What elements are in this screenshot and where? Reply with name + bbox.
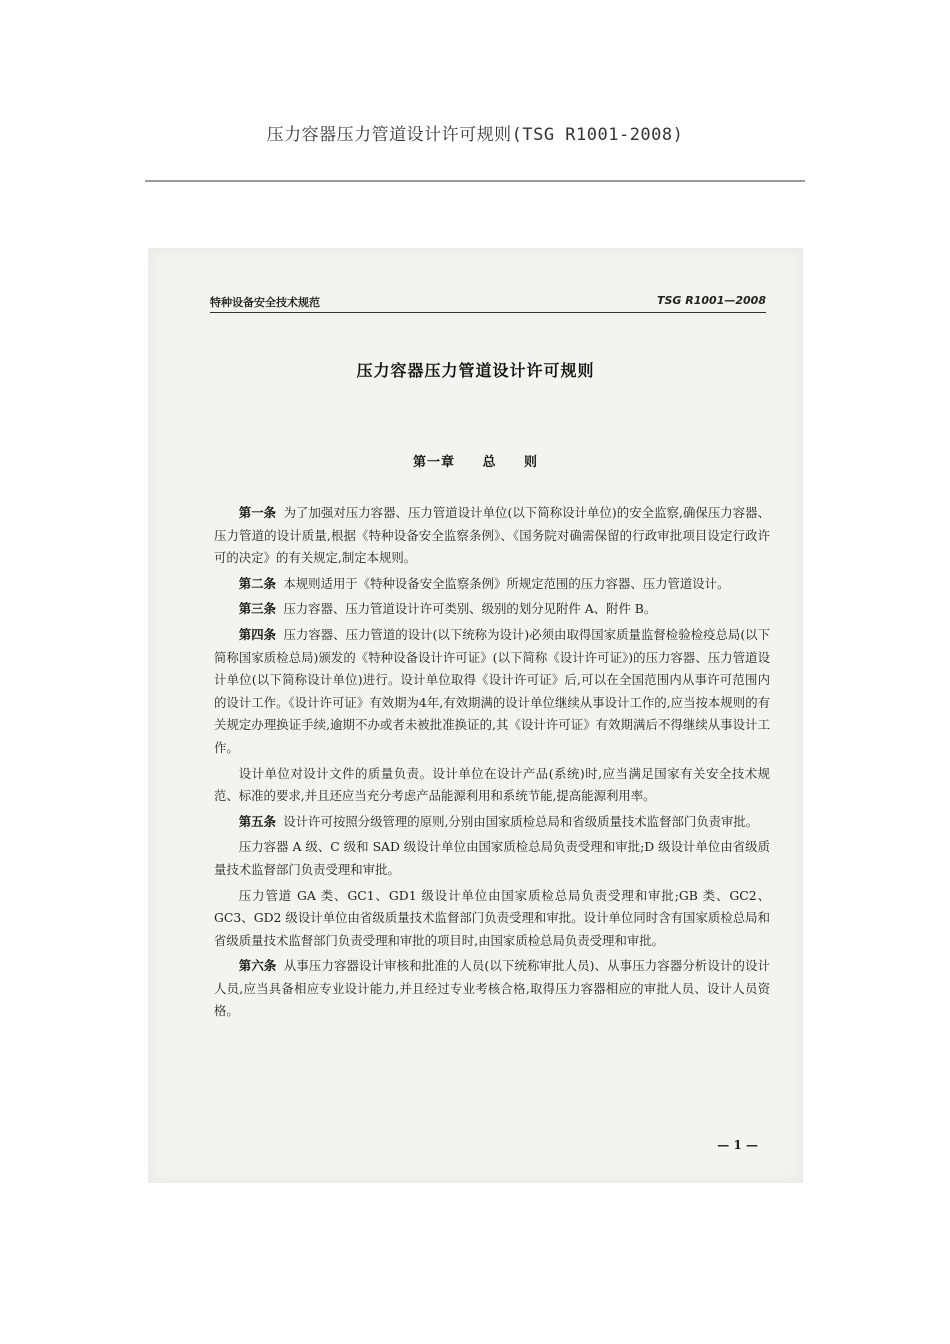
paragraph-text: 设计单位对设计文件的质量负责。设计单位在设计产品(系统)时,应当满足国家有关安全技术规范、标准的要求,并且还应当充分考虑产品能源利用和系统节能,提高能源利用率。 [214, 765, 770, 804]
scan-header [210, 290, 766, 313]
scan-header-left: 特种设备安全技术规范 [210, 296, 320, 309]
paragraph [214, 811, 770, 834]
paragraph [214, 836, 770, 881]
article-label: 第四条 [238, 626, 277, 642]
document-title: 压力容器压力管道设计许可规则(TSG R1001-2008) [266, 125, 684, 145]
paragraph-text: 压力容器 A 级、C 级和 SAD 级设计单位由国家质检总局负责受理和审批;D 级设计单位由省级质量技术监督部门负责受理和审批。 [214, 839, 770, 877]
article-label: 第三条 [238, 601, 276, 617]
paragraph [214, 502, 770, 570]
scan-header-right: TSG R1001—2008 [657, 294, 766, 307]
article-label: 第二条 [238, 575, 276, 591]
scanned-page [148, 248, 803, 1183]
page-number: — 1 — [717, 1138, 758, 1152]
paragraph [214, 598, 770, 621]
paragraph [214, 763, 770, 808]
paragraph-text: 设计许可按照分级管理的原则,分别由国家质检总局和省级质量技术监督部门负责审批。 [283, 813, 759, 829]
paragraph-text: 压力容器、压力管道的设计(以下统称为设计)必须由取得国家质量监督检验检疫总局(以下简称国家质检总局)颁发的《特种设备设计许可证》(以下简称《设计许可证》)的压力容器、压力管道设计单位(以下简称设计单位)进行。设计单位取得《设计许可证》后,可以在全国范围内从事许可范围内的设计工作。《设计许可证》有效期为4年,有效期满的设计单位继续从事设计工作的,应当按本规则的有关规定办理换证手续,逾期不办或者未被批准换证的,其《设计许可证》有效期满后不得继续从事设计工作。 [214, 626, 770, 755]
body-text [214, 502, 770, 1026]
paragraph [214, 885, 770, 953]
article-label: 第一条 [238, 505, 277, 520]
paragraph [214, 624, 770, 760]
chapter-title: 第一章 总 则 [412, 455, 539, 470]
paragraph-text: 压力管道 GA 类、GC1、GD1 级设计单位由国家质检总局负责受理和审批;GB 类、GC2、GC3、GD2 级设计单位由省级质量技术监督部门负责受理和审批。设计单位同时含有国家质检总局和省级质量技术监督部门负责受理和审批的项目时,由国家质检总局负责受理和审批。 [214, 887, 770, 948]
paragraph [214, 573, 770, 596]
paragraph-text: 从事压力容器设计审核和批准的人员(以下统称审批人员)、从事压力容器分析设计的设计人员,应当具备相应专业设计能力,并且经过专业考核合格,取得压力容器相应的审批人员、设计人员资格。 [214, 958, 770, 1019]
paragraph [214, 955, 770, 1023]
paragraph-text: 为了加强对压力容器、压力管道设计单位(以下简称设计单位)的安全监察,确保压力容器、压力管道的设计质量,根据《特种设备安全监察条例》、《国务院对确需保留的行政审批项目设定行政许可的决定》的有关规定,制定本规则。 [214, 505, 771, 566]
top-divider [145, 180, 805, 182]
article-label: 第六条 [238, 958, 277, 974]
spec-title: 压力容器压力管道设计许可规则 [356, 361, 595, 380]
article-label: 第五条 [238, 813, 276, 829]
paragraph-text: 本规则适用于《特种设备安全监察条例》所规定范围的压力容器、压力管道设计。 [283, 575, 730, 591]
paragraph-text: 压力容器、压力管道设计许可类别、级别的划分见附件 A、附件 B。 [283, 601, 657, 617]
